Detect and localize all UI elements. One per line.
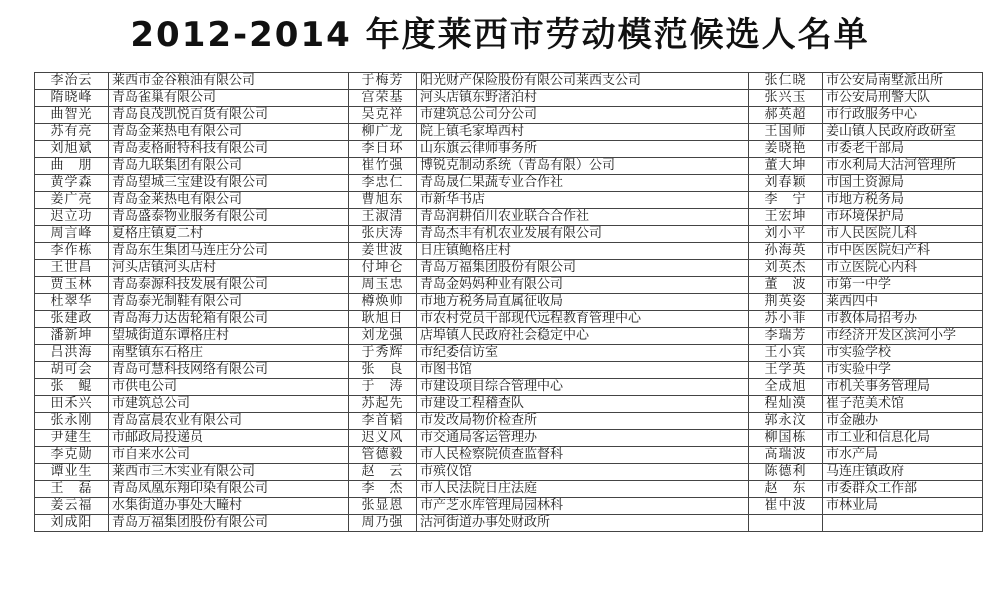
candidate-name-cell: 尹建生: [35, 430, 109, 447]
candidate-organization-cell: 莱西市三木实业有限公司: [109, 464, 349, 481]
candidate-organization-cell: 市第一中学: [823, 277, 983, 294]
candidate-name-cell: 张庆涛: [349, 226, 417, 243]
candidate-name-cell: 赵 东: [749, 481, 823, 498]
candidate-organization-cell: 市经济开发区滨河小学: [823, 328, 983, 345]
table-row: [35, 396, 983, 413]
table-row: [35, 107, 983, 124]
candidate-table-body: [35, 73, 983, 532]
candidate-name-cell: 王 磊: [35, 481, 109, 498]
candidate-organization-cell: 河头店镇河头店村: [109, 260, 349, 277]
candidate-organization-cell: 市委群众工作部: [823, 481, 983, 498]
table-row: [35, 226, 983, 243]
candidate-organization-cell: 青岛富晨农业有限公司: [109, 413, 349, 430]
candidate-organization-cell: 市建设项目综合管理中心: [417, 379, 749, 396]
candidate-organization-cell: 望城街道东谭格庄村: [109, 328, 349, 345]
candidate-organization-cell: 市水产局: [823, 447, 983, 464]
table-row: [35, 345, 983, 362]
candidate-organization-cell: 市国土资源局: [823, 175, 983, 192]
candidate-organization-cell: 市交通局客运管理办: [417, 430, 749, 447]
candidate-name-cell: 张 鲲: [35, 379, 109, 396]
candidate-name-cell: 杜翠华: [35, 294, 109, 311]
table-row: [35, 362, 983, 379]
candidate-name-cell: 崔中波: [749, 498, 823, 515]
candidate-name-cell: 苏小菲: [749, 311, 823, 328]
candidate-organization-cell: 博锐克制动系统（青岛有限）公司: [417, 158, 749, 175]
candidate-organization-cell: 青岛金莱热电有限公司: [109, 192, 349, 209]
candidate-name-cell: 黄学森: [35, 175, 109, 192]
candidate-name-cell: 王国师: [749, 124, 823, 141]
candidate-name-cell: 李治云: [35, 73, 109, 90]
candidate-organization-cell: 青岛泰光制鞋有限公司: [109, 294, 349, 311]
candidate-name-cell: 姜晓艳: [749, 141, 823, 158]
candidate-organization-cell: 市环境保护局: [823, 209, 983, 226]
candidate-name-cell: 管德毅: [349, 447, 417, 464]
candidate-organization-cell: 院上镇毛家埠西村: [417, 124, 749, 141]
candidate-name-cell: 周乃强: [349, 515, 417, 532]
candidate-organization-cell: 青岛凤凰东翔印染有限公司: [109, 481, 349, 498]
table-row: [35, 175, 983, 192]
candidate-name-cell: 姜云福: [35, 498, 109, 515]
table-row: [35, 328, 983, 345]
candidate-organization-cell: 市立医院心内科: [823, 260, 983, 277]
candidate-organization-cell: 市人民法院日庄法庭: [417, 481, 749, 498]
candidate-name-cell: 谭业生: [35, 464, 109, 481]
candidate-name-cell: 耿旭日: [349, 311, 417, 328]
candidate-organization-cell: 市供电公司: [109, 379, 349, 396]
candidate-name-cell: 柳广龙: [349, 124, 417, 141]
candidate-name-cell: 崔竹强: [349, 158, 417, 175]
candidate-organization-cell: 阳光财产保险股份有限公司莱西支公司: [417, 73, 749, 90]
candidate-organization-cell: 青岛金莱热电有限公司: [109, 124, 349, 141]
candidate-table-container: [34, 72, 982, 576]
table-row: [35, 192, 983, 209]
candidate-name-cell: 陈德利: [749, 464, 823, 481]
candidate-name-cell: 李日环: [349, 141, 417, 158]
candidate-name-cell: 刘小平: [749, 226, 823, 243]
candidate-organization-cell: 市林业局: [823, 498, 983, 515]
candidate-name-cell: 苏起先: [349, 396, 417, 413]
candidate-name-cell: 张显恩: [349, 498, 417, 515]
table-row: [35, 141, 983, 158]
page-title: 2012-2014 年度莱西市劳动模范候选人名单: [130, 15, 870, 55]
table-row: [35, 73, 983, 90]
candidate-organization-cell: 市中医医院妇产科: [823, 243, 983, 260]
candidate-organization-cell: 青岛望城三宝建设有限公司: [109, 175, 349, 192]
candidate-name-cell: 周玉忠: [349, 277, 417, 294]
candidate-organization-cell: 市机关事务管理局: [823, 379, 983, 396]
candidate-name-cell: [749, 515, 823, 532]
candidate-name-cell: 曹旭东: [349, 192, 417, 209]
candidate-name-cell: 郝英超: [749, 107, 823, 124]
table-row: [35, 243, 983, 260]
candidate-name-cell: 李 宁: [749, 192, 823, 209]
table-row: [35, 430, 983, 447]
candidate-name-cell: 刘龙强: [349, 328, 417, 345]
candidate-name-cell: 周言峰: [35, 226, 109, 243]
candidate-name-cell: 张建政: [35, 311, 109, 328]
candidate-organization-cell: 市地方税务局直属征收局: [417, 294, 749, 311]
candidate-organization-cell: 南墅镇东石格庄: [109, 345, 349, 362]
candidate-name-cell: 于 涛: [349, 379, 417, 396]
candidate-organization-cell: 市公安局刑警大队: [823, 90, 983, 107]
candidate-organization-cell: 青岛万福集团股份有限公司: [417, 260, 749, 277]
candidate-name-cell: 吕洪海: [35, 345, 109, 362]
candidate-name-cell: 张 良: [349, 362, 417, 379]
candidate-organization-cell: 市邮政局投递员: [109, 430, 349, 447]
candidate-organization-cell: 店埠镇人民政府社会稳定中心: [417, 328, 749, 345]
table-row: [35, 294, 983, 311]
candidate-organization-cell: 市人民医院儿科: [823, 226, 983, 243]
candidate-organization-cell: 夏格庄镇夏二村: [109, 226, 349, 243]
table-row: [35, 260, 983, 277]
candidate-organization-cell: 日庄镇鲍格庄村: [417, 243, 749, 260]
candidate-organization-cell: 青岛雀巢有限公司: [109, 90, 349, 107]
table-row: [35, 379, 983, 396]
table-row: [35, 413, 983, 430]
candidate-organization-cell: 市发改局物价检查所: [417, 413, 749, 430]
candidate-name-cell: 董 波: [749, 277, 823, 294]
candidate-organization-cell: 市实验中学: [823, 362, 983, 379]
candidate-name-cell: 全成旭: [749, 379, 823, 396]
candidate-organization-cell: 市建筑总公司: [109, 396, 349, 413]
candidate-name-cell: 王学英: [749, 362, 823, 379]
candidate-name-cell: 迟立功: [35, 209, 109, 226]
candidate-organization-cell: 青岛晟仁果蔬专业合作社: [417, 175, 749, 192]
candidate-organization-cell: [823, 515, 983, 532]
candidate-name-cell: 潘新坤: [35, 328, 109, 345]
candidate-table: [34, 72, 983, 532]
candidate-name-cell: 王小宾: [749, 345, 823, 362]
candidate-name-cell: 赵 云: [349, 464, 417, 481]
candidate-name-cell: 姜广亮: [35, 192, 109, 209]
candidate-organization-cell: 市图书馆: [417, 362, 749, 379]
candidate-name-cell: 付坤仑: [349, 260, 417, 277]
candidate-organization-cell: 青岛润耕佰川农业联合合作社: [417, 209, 749, 226]
candidate-name-cell: 樽焕帅: [349, 294, 417, 311]
candidate-organization-cell: 青岛良茂凯悦百货有限公司: [109, 107, 349, 124]
candidate-organization-cell: 市自来水公司: [109, 447, 349, 464]
candidate-name-cell: 刘春颖: [749, 175, 823, 192]
candidate-name-cell: 李首韬: [349, 413, 417, 430]
candidate-organization-cell: 市纪委信访室: [417, 345, 749, 362]
candidate-organization-cell: 市建设工程稽查队: [417, 396, 749, 413]
candidate-organization-cell: 青岛九联集团有限公司: [109, 158, 349, 175]
candidate-name-cell: 柳国栋: [749, 430, 823, 447]
candidate-name-cell: 曲 朋: [35, 158, 109, 175]
candidate-name-cell: 董大坤: [749, 158, 823, 175]
candidate-organization-cell: 青岛可慧科技网络有限公司: [109, 362, 349, 379]
candidate-organization-cell: 青岛东生集团马连庄分公司: [109, 243, 349, 260]
candidate-name-cell: 李克勋: [35, 447, 109, 464]
candidate-organization-cell: 水集街道办事处大疃村: [109, 498, 349, 515]
candidate-organization-cell: 青岛海力达齿轮箱有限公司: [109, 311, 349, 328]
candidate-organization-cell: 市新华书店: [417, 192, 749, 209]
candidate-organization-cell: 市金融办: [823, 413, 983, 430]
candidate-organization-cell: 市实验学校: [823, 345, 983, 362]
candidate-organization-cell: 市水利局大沽河管理所: [823, 158, 983, 175]
candidate-name-cell: 曲智光: [35, 107, 109, 124]
candidate-organization-cell: 市人民检察院侦查监督科: [417, 447, 749, 464]
candidate-name-cell: 张永刚: [35, 413, 109, 430]
candidate-organization-cell: 青岛盛泰物业服务有限公司: [109, 209, 349, 226]
candidate-name-cell: 李忠仁: [349, 175, 417, 192]
candidate-organization-cell: 市委老干部局: [823, 141, 983, 158]
candidate-name-cell: 刘成阳: [35, 515, 109, 532]
table-row: [35, 90, 983, 107]
candidate-organization-cell: 青岛杰丰有机农业发展有限公司: [417, 226, 749, 243]
candidate-organization-cell: 沽河街道办事处财政所: [417, 515, 749, 532]
candidate-organization-cell: 市工业和信息化局: [823, 430, 983, 447]
candidate-organization-cell: 姜山镇人民政府政研室: [823, 124, 983, 141]
candidate-organization-cell: 马连庄镇政府: [823, 464, 983, 481]
candidate-name-cell: 李作栋: [35, 243, 109, 260]
table-row: [35, 464, 983, 481]
table-row: [35, 277, 983, 294]
candidate-organization-cell: 青岛泰源科技发展有限公司: [109, 277, 349, 294]
candidate-organization-cell: 市建筑总公司分公司: [417, 107, 749, 124]
table-row: [35, 209, 983, 226]
candidate-name-cell: 郭永汶: [749, 413, 823, 430]
candidate-organization-cell: 市农村党员干部现代远程教育管理中心: [417, 311, 749, 328]
candidate-name-cell: 刘英杰: [749, 260, 823, 277]
table-row: [35, 498, 983, 515]
candidate-name-cell: 于秀辉: [349, 345, 417, 362]
candidate-name-cell: 孙海英: [749, 243, 823, 260]
candidate-name-cell: 高瑞波: [749, 447, 823, 464]
candidate-organization-cell: 市产芝水库管理局园林科: [417, 498, 749, 515]
candidate-organization-cell: 崔子范美术馆: [823, 396, 983, 413]
candidate-name-cell: 程灿漠: [749, 396, 823, 413]
candidate-name-cell: 田禾兴: [35, 396, 109, 413]
candidate-organization-cell: 青岛万福集团股份有限公司: [109, 515, 349, 532]
candidate-organization-cell: 山东旗云律师事务所: [417, 141, 749, 158]
candidate-name-cell: 迟义风: [349, 430, 417, 447]
candidate-name-cell: 姜世波: [349, 243, 417, 260]
table-row: [35, 481, 983, 498]
candidate-name-cell: 胡可会: [35, 362, 109, 379]
table-row: [35, 515, 983, 532]
candidate-organization-cell: 青岛麦格耐特科技有限公司: [109, 141, 349, 158]
candidate-name-cell: 李 杰: [349, 481, 417, 498]
candidate-name-cell: 张兴玉: [749, 90, 823, 107]
candidate-name-cell: 王世昌: [35, 260, 109, 277]
candidate-organization-cell: 市行政服务中心: [823, 107, 983, 124]
candidate-name-cell: 吴克祥: [349, 107, 417, 124]
candidate-name-cell: 贾玉林: [35, 277, 109, 294]
candidate-name-cell: 隋晓峰: [35, 90, 109, 107]
candidate-name-cell: 王淑清: [349, 209, 417, 226]
candidate-organization-cell: 市教体局招考办: [823, 311, 983, 328]
table-row: [35, 311, 983, 328]
candidate-name-cell: 李瑞芳: [749, 328, 823, 345]
candidate-organization-cell: 市地方税务局: [823, 192, 983, 209]
candidate-name-cell: 宫荣基: [349, 90, 417, 107]
candidate-name-cell: 荆英姿: [749, 294, 823, 311]
table-row: [35, 158, 983, 175]
candidate-organization-cell: 市殡仪馆: [417, 464, 749, 481]
candidate-organization-cell: 莱西市金谷粮油有限公司: [109, 73, 349, 90]
candidate-organization-cell: 青岛金妈妈种业有限公司: [417, 277, 749, 294]
table-row: [35, 124, 983, 141]
table-row: [35, 447, 983, 464]
candidate-name-cell: 于梅芳: [349, 73, 417, 90]
candidate-name-cell: 王宏坤: [749, 209, 823, 226]
candidate-name-cell: 张仁晓: [749, 73, 823, 90]
candidate-name-cell: 苏有亮: [35, 124, 109, 141]
candidate-organization-cell: 市公安局南墅派出所: [823, 73, 983, 90]
candidate-organization-cell: 莱西四中: [823, 294, 983, 311]
candidate-organization-cell: 河头店镇东野渚泊村: [417, 90, 749, 107]
candidate-name-cell: 刘旭斌: [35, 141, 109, 158]
